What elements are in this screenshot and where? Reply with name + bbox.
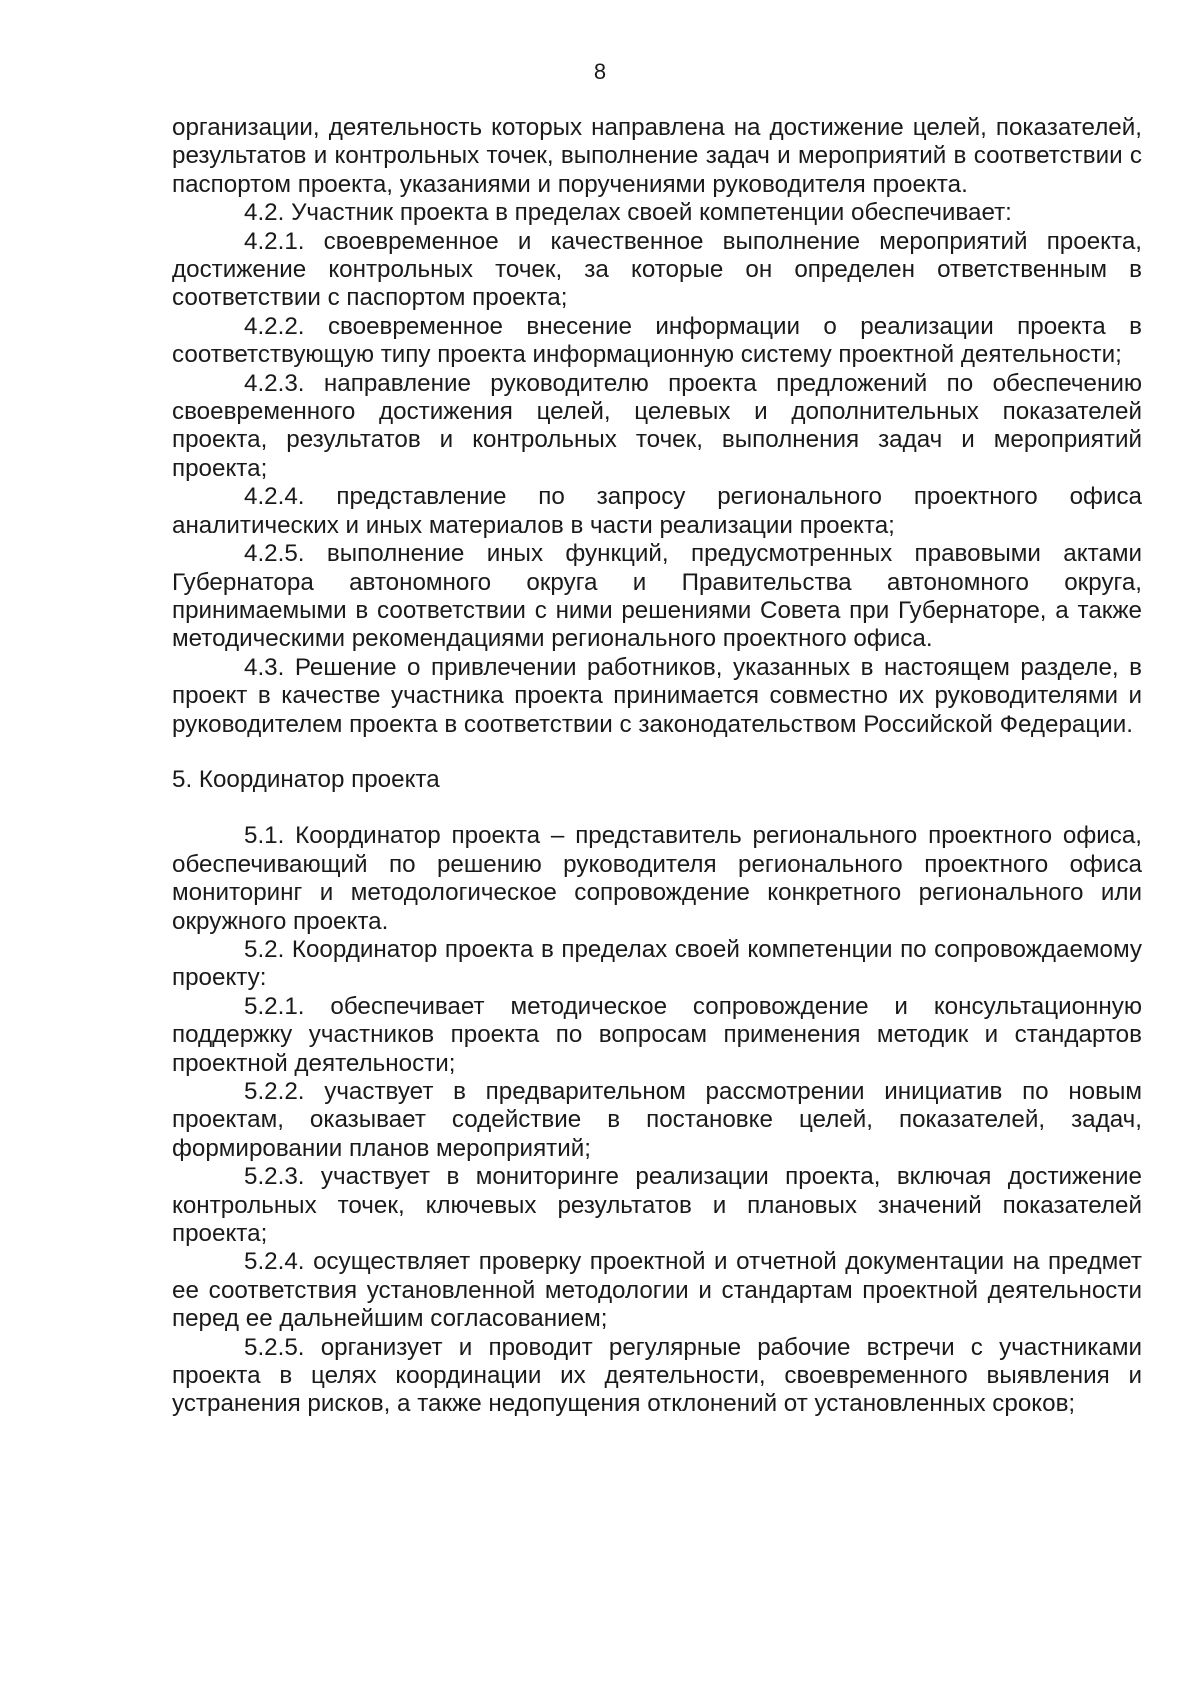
paragraph-4-3: 4.3. Решение о привлечении работников, указанных в настоящем разделе, в проект в качестве участника проекта принимается совместно их руководителями и руководителем проекта в соответствии с законодательством Российской Федерации. [172,653,1142,738]
page-number: 8 [593,59,607,84]
paragraph-4-2-2: 4.2.2. своевременное внесение информации о реализации проекта в соответствующую типу проекта информационную систему проектной деятельности; [172,312,1142,369]
paragraph-4-2-4: 4.2.4. представление по запросу регионального проектного офиса аналитических и иных материалов в части реализации проекта; [172,483,1142,539]
paragraph-4-2-3: 4.2.3. направление руководителю проекта предложений по обеспечению своевременного достижения целей, целевых и дополнительных показателей проекта, результатов и контрольных точек, выполнения задач и мероприятий проекта; [172,369,1142,482]
section-5-heading: 5. Координатор проекта [172,765,440,793]
paragraph-continuation: организации, деятельность которых направлена на достижение целей, показателей, результатов и контрольных точек, выполнение задач и мероприятий в соответствии с паспортом проекта, указаниями и поручениями руководителя проекта. [172,114,1142,198]
section-4-continuation [172,114,1142,739]
paragraph-5-2-5: 5.2.5. организует и проводит регулярные рабочие встречи с участниками проекта в целях координации их деятельности, своевременного выявления и устранения рисков, а также недопущения отклонений от установленных сроков; [172,1333,1142,1418]
paragraph-4-2: 4.2. Участник проекта в пределах своей компетенции обеспечивает: [244,199,1012,227]
paragraph-5-2-4: 5.2.4. осуществляет проверку проектной и отчетной документации на предмет ее соответствия установленной методологии и стандартам проектной деятельности перед ее дальнейшим согласованием; [172,1248,1142,1333]
document-body [172,114,1142,1419]
section-5 [172,822,1142,1419]
paragraph-4-2-1: 4.2.1. своевременное и качественное выполнение мероприятий проекта, достижение контрольных точек, за которые он определен ответственным в соответствии с паспортом проекта; [172,227,1142,312]
paragraph-5-2-2: 5.2.2. участвует в предварительном рассмотрении инициатив по новым проектам, оказывает содействие в постановке целей, показателей, задач, формировании планов мероприятий; [172,1078,1142,1162]
paragraph-5-1: 5.1. Координатор проекта – представитель регионального проектного офиса, обеспечивающий по решению руководителя регионального проектного офиса мониторинг и методологическое сопровождение конкретного регионального или окружного проекта. [172,822,1142,935]
paragraph-4-2-5: 4.2.5. выполнение иных функций, предусмотренных правовыми актами Губернатора автономного округа и Правительства автономного округа, принимаемыми в соответствии с ними решениями Совета при Губернаторе, а также методическими рекомендациями регионального проектного офиса. [172,540,1142,653]
paragraph-5-2: 5.2. Координатор проекта в пределах своей компетенции по сопровождаемому проекту: [172,935,1142,992]
paragraph-5-2-1: 5.2.1. обеспечивает методическое сопровождение и консультационную поддержку участников проекта по вопросам применения методик и стандартов проектной деятельности; [172,992,1142,1077]
paragraph-5-2-3: 5.2.3. участвует в мониторинге реализации проекта, включая достижение контрольных точек, ключевых результатов и плановых значений показателей проекта; [172,1163,1142,1248]
